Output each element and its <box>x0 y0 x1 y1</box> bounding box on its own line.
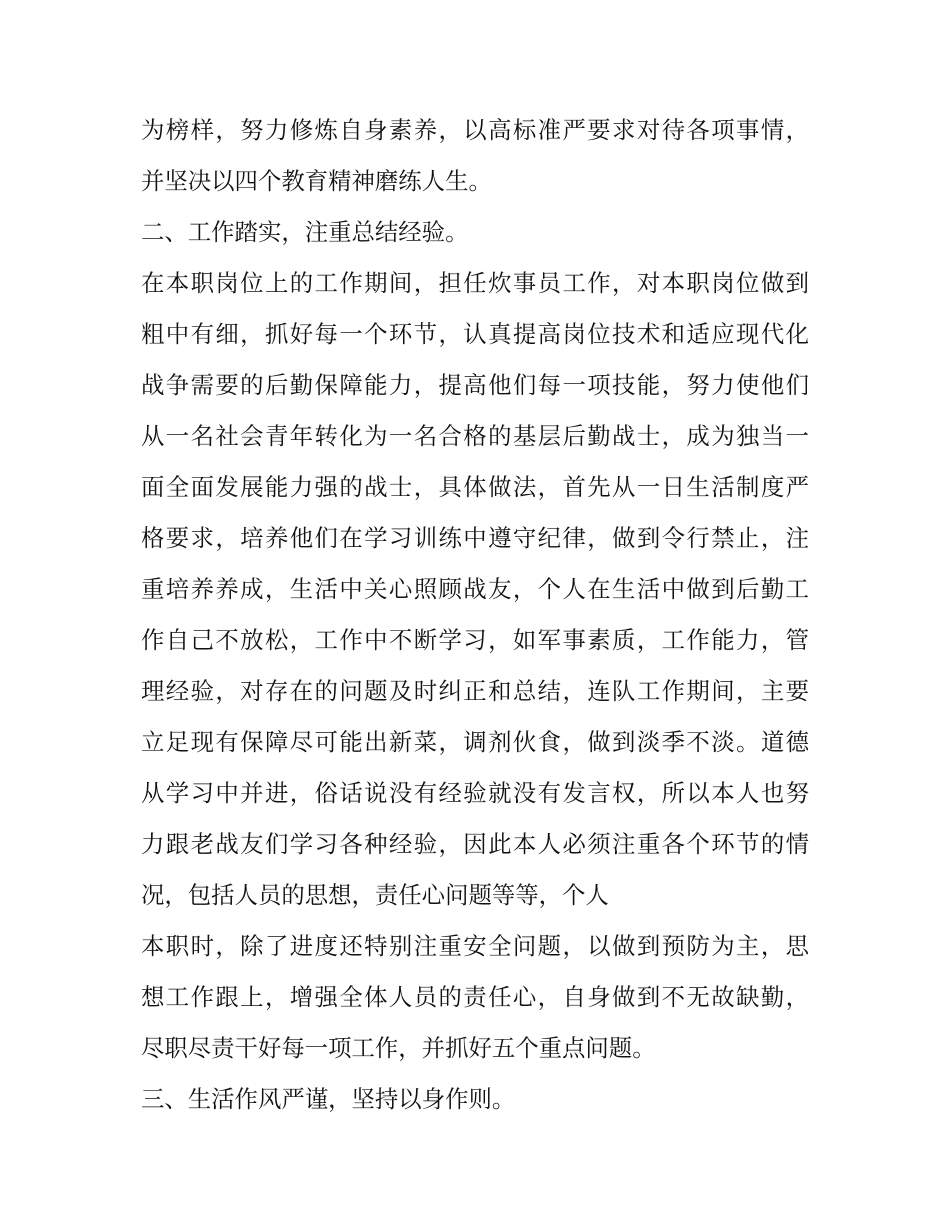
text-line: 并坚决以四个教育精神磨练人生。 <box>141 167 492 195</box>
text-line: 理经验，对存在的问题及时纠正和总结，连队工作期间，主要 <box>141 677 809 705</box>
text-line: 格要求，培养他们在学习训练中遵守纪律，做到令行禁止，注 <box>141 524 809 552</box>
text-line: 想工作跟上，增强全体人员的责任心，自身做到不无故缺勤， <box>141 983 809 1011</box>
text-line: 从学习中并进，俗话说没有经验就没有发言权，所以本人也努 <box>141 779 809 807</box>
text-line: 本职时，除了进度还特别注重安全问题，以做到预防为主，思 <box>141 932 809 960</box>
text-line: 尽职尽责干好每一项工作，并抓好五个重点问题。 <box>141 1034 656 1062</box>
text-line: 为榜样，努力修炼自身素养，以高标准严要求对待各项事情， <box>141 116 809 144</box>
text-line: 重培养养成，生活中关心照顾战友，个人在生活中做到后勤工 <box>141 575 809 603</box>
text-line: 从一名社会青年转化为一名合格的基层后勤战士，成为独当一 <box>141 422 809 450</box>
text-line: 战争需要的后勤保障能力，提高他们每一项技能，努力使他们 <box>141 371 809 399</box>
text-line: 立足现有保障尽可能出新菜，调剂伙食，做到淡季不淡。道德 <box>141 728 809 756</box>
text-line: 作自己不放松，工作中不断学习，如军事素质，工作能力，管 <box>141 626 809 654</box>
section-heading: 二、工作踏实，注重总结经验。 <box>141 218 469 246</box>
section-heading: 三、生活作风严谨，坚持以身作则。 <box>141 1085 516 1113</box>
text-line: 力跟老战友们学习各种经验，因此本人必须注重各个环节的情 <box>141 830 809 858</box>
text-line: 面全面发展能力强的战士，具体做法，首先从一日生活制度严 <box>141 473 809 501</box>
text-line: 在本职岗位上的工作期间，担任炊事员工作，对本职岗位做到 <box>141 269 809 297</box>
text-line: 粗中有细，抓好每一个环节，认真提高岗位技术和适应现代化 <box>141 320 809 348</box>
text-line: 况，包括人员的思想，责任心问题等等，个人 <box>141 881 609 909</box>
